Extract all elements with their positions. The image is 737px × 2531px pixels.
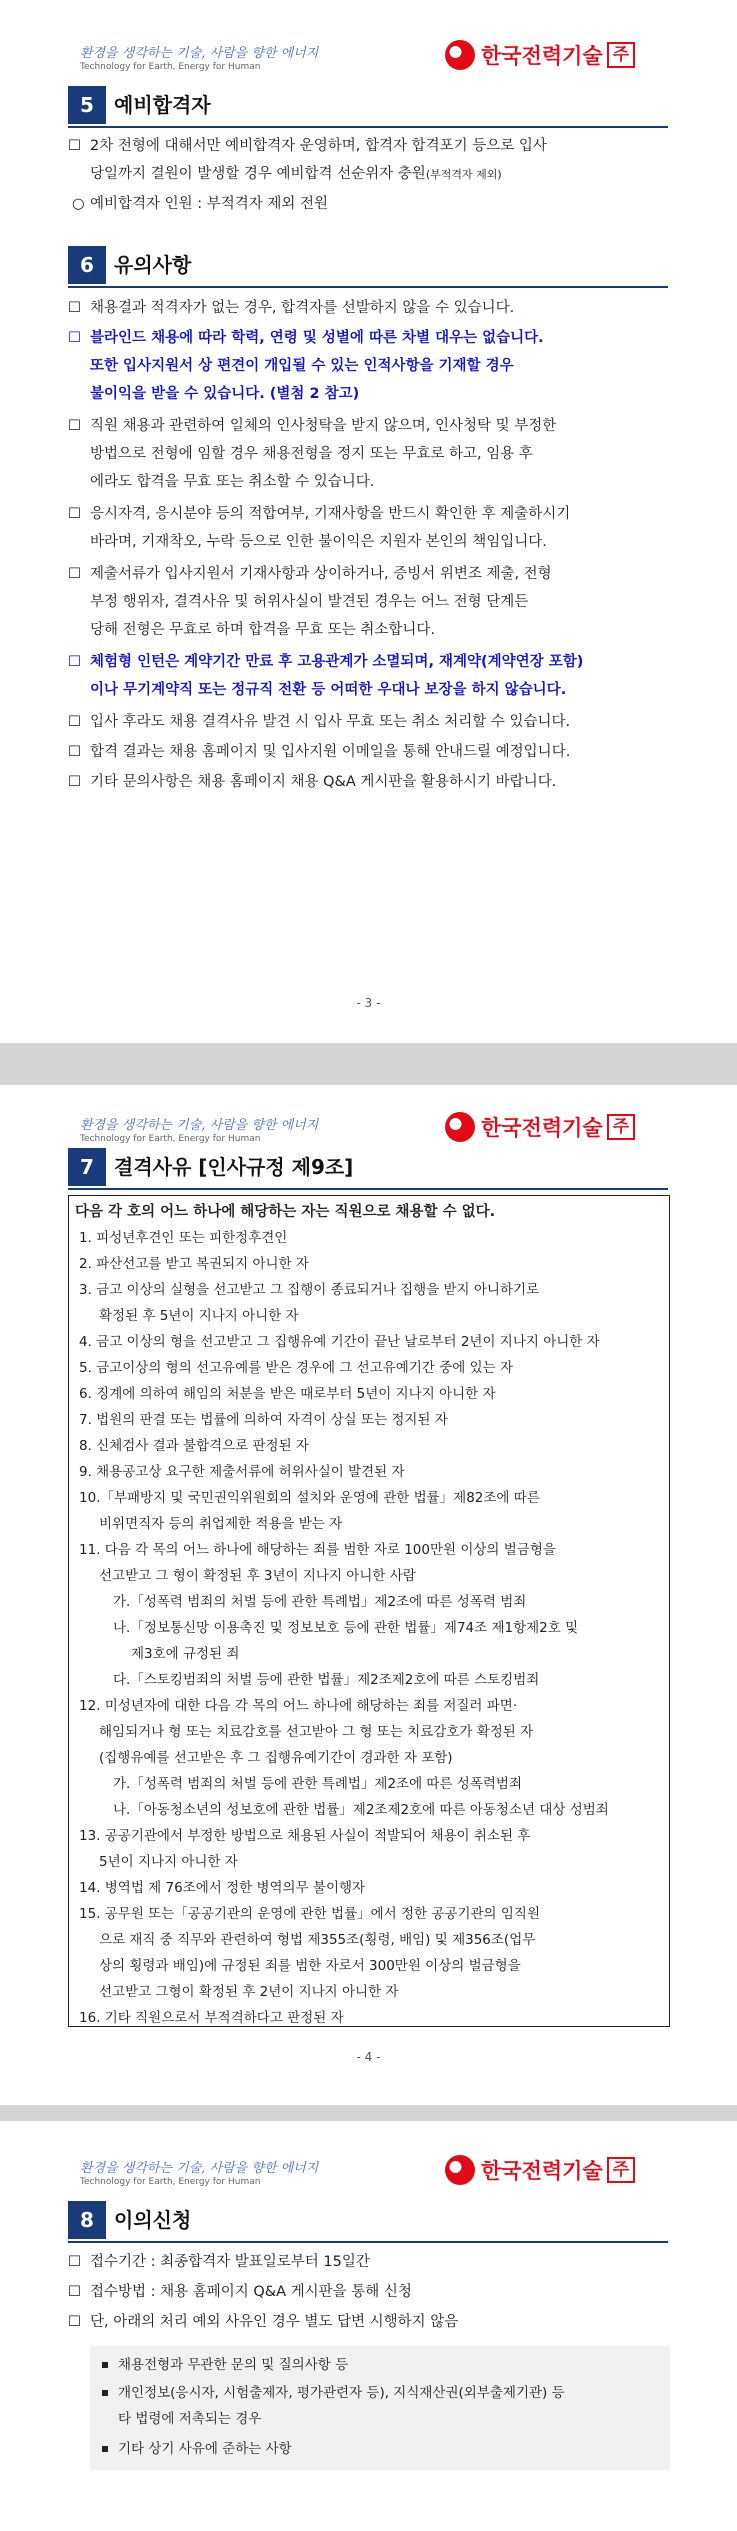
disqualification-row: 비위면직자 등의 취업제한 적용을 받는 자 — [99, 1516, 343, 1532]
disqualification-row: (집행유예를 선고받은 후 그 집행유예기간이 경과한 자 포함) — [99, 1750, 453, 1766]
bullet-item: 개인정보(응시자, 시험출제자, 평가관련자 등), 지식재산권(외부출제기관) 등 타 법령에 저촉되는 경우 — [90, 2380, 660, 2432]
checkbox-icon: ☐ — [68, 744, 81, 760]
disqualification-row: 5년이 지나지 아니한 자 — [99, 1854, 238, 1870]
checkbox-icon: ☐ — [68, 330, 81, 346]
list-item: ☐ 응시자격, 응시분야 등의 적합여부, 기재사항을 반드시 확인한 후 제출하시기 바라며, 기재착오, 누락 등으로 인한 불이익은 지원자 본인의 책임입니다. — [68, 500, 673, 556]
checkbox-icon: ☐ — [68, 2284, 81, 2300]
disqualification-row: 9. 채용공고상 요구한 제출서류에 허위사실이 발견된 자 — [79, 1464, 405, 1480]
company-logo — [445, 2155, 635, 2185]
disqualification-row: 나.「정보통신망 이용촉진 및 정보보호 등에 관한 법률」제74조 제1항제2호 및 — [113, 1620, 579, 1636]
bullet-icon — [102, 2446, 108, 2452]
slogan: 환경을 생각하는 기술, 사람을 향한 에너지 — [80, 46, 319, 61]
logo-mark-icon — [445, 2155, 475, 2185]
checkbox-icon: ☐ — [68, 714, 81, 730]
list-item: ○ 예비합격자 인원 : 부적격자 제외 전원 — [68, 190, 673, 218]
disqualification-row: 5. 금고이상의 형의 선고유예를 받은 경우에 그 선고유예기간 중에 있는 자 — [79, 1360, 513, 1376]
disqualification-row: 11. 다음 각 목의 어느 하나에 해당하는 죄를 범한 자로 100만원 이상의 벌금형을 — [79, 1542, 556, 1558]
checkbox-icon: ☐ — [68, 300, 81, 316]
section-number: 6 — [68, 246, 106, 284]
circle-icon: ○ — [72, 196, 85, 212]
bullet-icon — [102, 2390, 108, 2396]
disqualification-row: 7. 법원의 판결 또는 법률에 의하여 자격이 상실 또는 정지된 자 — [79, 1412, 448, 1428]
checkbox-icon: ☐ — [68, 2314, 81, 2330]
disqualification-row: 선고받고 그 형이 확정된 후 3년이 지나지 아니한 사람 — [99, 1568, 416, 1584]
list-item: ☐ 단, 아래의 처리 예외 사유인 경우 별도 답변 시행하지 않음 — [68, 2308, 673, 2336]
disqualification-row: 상의 횡령과 배임)에 규정된 죄를 범한 자로서 300만원 이상의 벌금형을 — [99, 1958, 521, 1974]
section-title: 이의신청 — [114, 2208, 192, 2232]
section-title: 유의사항 — [114, 253, 192, 277]
bullet-item: 기타 상기 사유에 준하는 사항 — [90, 2436, 660, 2462]
disqualification-row: 3. 금고 이상의 실형을 선고받고 그 집행이 종료되거나 집행을 받지 아니하기로 — [79, 1282, 540, 1298]
logo-mark-icon — [445, 40, 475, 70]
list-item: ☐ 채용결과 적격자가 없는 경우, 합격자를 선발하지 않을 수 있습니다. — [68, 294, 673, 322]
disqualification-row: 가.「성폭력 범죄의 처벌 등에 관한 특례법」제2조에 따른 성폭력범죄 — [113, 1776, 522, 1792]
checkbox-icon: ☐ — [68, 566, 81, 582]
list-item: ☐ 제출서류가 입사지원서 기재사항과 상이하거나, 증빙서 위변조 제출, 전형 부정 행위자, 결격사유 및 허위사실이 발견된 경우는 어느 전형 단계든 당해 전형은 무효로 하며 합격을 무효 또는 취소합니다. — [68, 560, 673, 644]
list-item-highlight: ☐ 블라인드 채용에 따라 학력, 연령 및 성별에 따른 차별 대우는 없습니다. 또한 입사지원서 상 편견이 개입될 수 있는 인적사항을 기재할 경우 불이익을 받을 수 있습니다. (별첨 2 참고) — [68, 324, 673, 408]
disqualification-row: 확정된 후 5년이 지나지 아니한 자 — [99, 1308, 299, 1324]
section-title: 결격사유 [인사규정 제9조] — [114, 1155, 354, 1179]
disqualification-row: 2. 파산선고를 받고 복권되지 아니한 자 — [79, 1256, 309, 1272]
disqualification-row: 12. 미성년자에 대한 다음 각 목의 어느 하나에 해당하는 죄를 저질러 파면· — [79, 1698, 518, 1714]
bullet-item: 채용전형과 무관한 문의 및 질의사항 등 — [90, 2352, 660, 2378]
checkbox-icon: ☐ — [68, 2254, 81, 2270]
list-item: ☐ 직원 채용과 관련하여 일체의 인사청탁을 받지 않으며, 인사청탁 및 부정한 방법으로 전형에 임할 경우 채용전형을 정지 또는 무효로 하고, 임용 후 에라도 합격을 무효 또는 취소할 수 있습니다. — [68, 412, 673, 496]
list-item: ☐ 기타 문의사항은 채용 홈페이지 채용 Q&A 게시판을 활용하시기 바랍니다. — [68, 768, 673, 796]
slogan-english: Technology for Earth, Energy for Human — [80, 62, 261, 72]
checkbox-icon: ☐ — [68, 138, 81, 154]
checkbox-icon: ☐ — [68, 654, 81, 670]
section-divider — [68, 1188, 668, 1190]
list-item: ☐ 입사 후라도 채용 결격사유 발견 시 입사 무효 또는 취소 처리할 수 있습니다. — [68, 708, 673, 736]
disqualification-row: 16. 기타 직원으로서 부적격하다고 판정된 자 — [79, 2010, 344, 2026]
section-title: 예비합격자 — [114, 93, 211, 117]
page-header — [0, 2145, 737, 2205]
brand-name: 한국전력기술 — [481, 2159, 603, 2183]
section-7-header — [68, 1148, 668, 1186]
slogan-english: Technology for Earth, Energy for Human — [80, 2177, 261, 2187]
disqualification-row: 8. 신체검사 결과 불합격으로 판정된 자 — [79, 1438, 309, 1454]
slogan-english: Technology for Earth, Energy for Human — [80, 1134, 261, 1144]
list-item-highlight: ☐ 체험형 인턴은 계약기간 만료 후 고용관계가 소멸되며, 재계약(계약연장 포함) 이나 무기계약직 또는 정규직 전환 등 어떠한 우대나 보장을 하지 않습니다. — [68, 648, 673, 704]
list-item: ☐ 합격 결과는 채용 홈페이지 및 입사지원 이메일을 통해 안내드릴 예정입니다. — [68, 738, 673, 766]
page-number: - 4 - — [356, 2050, 381, 2064]
page-separator — [0, 2105, 737, 2121]
disqualification-row: 제3호에 규정된 죄 — [131, 1646, 240, 1662]
brand-name: 한국전력기술 — [481, 44, 603, 68]
logo-mark-icon — [445, 1112, 475, 1142]
checkbox-icon: ☐ — [68, 506, 81, 522]
list-item: ☐ 접수기간 : 최종합격자 발표일로부터 15일간 — [68, 2248, 673, 2276]
section-number: 5 — [68, 86, 106, 124]
disqualification-row: 1. 피성년후견인 또는 피한정후견인 — [79, 1230, 288, 1246]
disqualification-row: 해임되거나 형 또는 치료감호를 선고받아 그 형 또는 치료감호가 확정된 자 — [99, 1724, 534, 1740]
disqualification-row: 나.「아동청소년의 성보호에 관한 법률」제2조제2호에 따른 아동청소년 대상 성범죄 — [113, 1802, 609, 1818]
company-logo — [445, 40, 635, 70]
slogan: 환경을 생각하는 기술, 사람을 향한 에너지 — [80, 1118, 319, 1133]
section-divider — [68, 126, 668, 128]
brand-name: 한국전력기술 — [481, 1116, 603, 1140]
page-number: - 3 - — [356, 996, 381, 1010]
disqualification-row: 6. 징계에 의하여 해임의 처분을 받은 때로부터 5년이 지나지 아니한 자 — [79, 1386, 496, 1402]
section-number: 8 — [68, 2201, 106, 2239]
company-logo — [445, 1112, 635, 1142]
list-item: ☐ 접수방법 : 채용 홈페이지 Q&A 게시판을 통해 신청 — [68, 2278, 673, 2306]
section-5-header — [68, 86, 668, 124]
disqualification-row: 10.「부패방지 및 국민권익위원회의 설치와 운영에 관한 법률」제82조에 따른 — [79, 1490, 540, 1506]
slogan: 환경을 생각하는 기술, 사람을 향한 에너지 — [80, 2161, 319, 2176]
exception-list — [90, 2346, 670, 2470]
disqualification-row: 14. 병역법 제 76조에서 정한 병역의무 불이행자 — [79, 1880, 366, 1896]
page-5 — [0, 2121, 737, 2531]
section-divider — [68, 2241, 668, 2243]
list-item: ☐ 2차 전형에 대해서만 예비합격자 운영하며, 합격자 합격포기 등으로 입사 당일까지 결원이 발생할 경우 예비합격 선순위자 충원(부적격자 제외) — [68, 132, 673, 189]
page-header — [0, 30, 737, 90]
disqualification-row: 가.「성폭력 범죄의 처벌 등에 관한 특례법」제2조에 따른 성폭력 범죄 — [113, 1594, 527, 1610]
section-6-header — [68, 246, 668, 284]
checkbox-icon: ☐ — [68, 418, 81, 434]
box-heading: 다음 각 호의 어느 하나에 해당하는 자는 직원으로 채용할 수 없다. — [75, 1204, 496, 1220]
section-divider — [68, 286, 668, 288]
section-8-header — [68, 2201, 668, 2239]
brand-suffix: 주 — [607, 1114, 635, 1140]
disqualification-row: 다.「스토킹범죄의 처벌 등에 관한 법률」제2조제2호에 따른 스토킹범죄 — [113, 1672, 540, 1688]
disqualification-row: 4. 금고 이상의 형을 선고받고 그 집행유예 기간이 끝난 날로부터 2년이 지나지 아니한 자 — [79, 1334, 600, 1350]
brand-suffix: 주 — [607, 42, 635, 68]
disqualification-box — [68, 1195, 670, 2027]
disqualification-row: 15. 공무원 또는「공공기관의 운영에 관한 법률」에서 정한 공공기관의 임직원 — [79, 1906, 540, 1922]
checkbox-icon: ☐ — [68, 774, 81, 790]
page-3 — [0, 0, 737, 1043]
bullet-icon — [102, 2362, 108, 2368]
disqualification-row: 선고받고 그형이 확정된 후 2년이 지나지 아니한 자 — [99, 1984, 399, 2000]
disqualification-row: 13. 공공기관에서 부정한 방법으로 채용된 사실이 적발되어 채용이 취소된 후 — [79, 1828, 531, 1844]
page-separator — [0, 1043, 737, 1085]
brand-suffix: 주 — [607, 2157, 635, 2183]
section-number: 7 — [68, 1148, 106, 1186]
page-4 — [0, 1085, 737, 2105]
disqualification-row: 으로 재직 중 직무와 관련하여 형법 제355조(횡령, 배임) 및 제356조(업무 — [99, 1932, 536, 1948]
